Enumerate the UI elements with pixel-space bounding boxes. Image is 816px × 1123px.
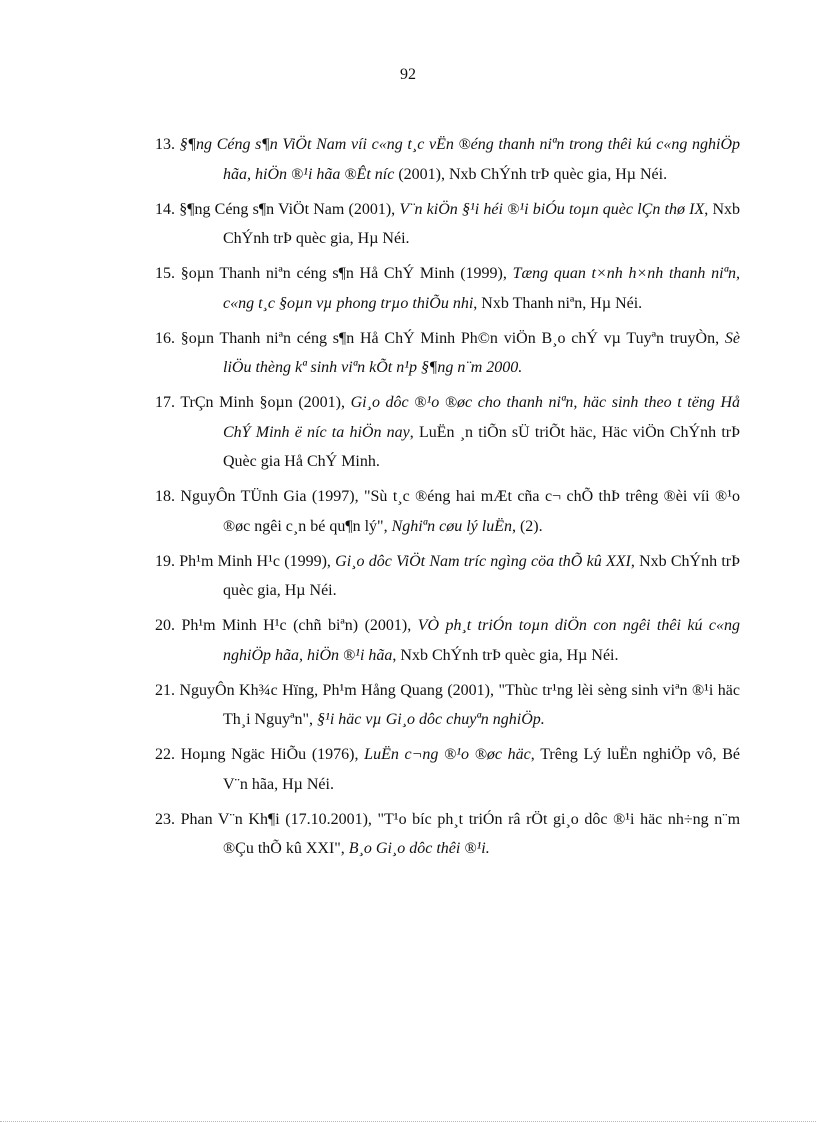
reference-item	[155, 388, 740, 477]
reference-text: Hoµng Ngäc HiÕu (1976),	[180, 746, 365, 763]
reference-text: , Nxb ChÝnh trÞ quèc gia, Hµ Néi.	[223, 552, 741, 599]
reference-number: 23.	[155, 810, 175, 828]
reference-text: (2001), Nxb ChÝnh trÞ quèc gia, Hµ Néi.	[394, 165, 668, 183]
reference-item	[155, 611, 740, 670]
reference-text: , Nxb ChÝnh trÞ quèc gia, Hµ Néi.	[223, 200, 741, 247]
reference-number: 22.	[155, 746, 175, 763]
reference-title: Gi¸o dôc ®¹o ®øc cho thanh niªn, häc sinh theo t tëng Hå ChÝ Minh ë níc ta hiÖn nay	[223, 394, 741, 441]
reference-text: §oµn Thanh niªn céng s¶n Hå ChÝ Minh Ph©n viÖn B¸o chÝ vµ Tuyªn truyÒn,	[180, 329, 725, 347]
reference-title: V¨n kiÖn §¹i héi ®¹i biÓu toµn quèc lÇn thø IX	[399, 200, 705, 218]
reference-item	[155, 547, 740, 606]
reference-text: Phan V¨n Kh¶i (17.10.2001), "T¹o bíc ph¸t triÓn râ rÖt gi¸o dôc ®¹i häc nh÷ng n¨m ®Çu thÕ kû XXI",	[180, 810, 741, 857]
reference-number: 13.	[155, 136, 175, 153]
reference-title: LuËn c¬ng ®¹o ®øc häc	[364, 746, 531, 763]
reference-text: Ph¹m Minh H¹c (chñ biªn) (2001),	[181, 617, 418, 634]
reference-text: §¶ng Céng s¶n ViÖt Nam (2001),	[179, 200, 400, 218]
reference-text: , Nxb ChÝnh trÞ quèc gia, Hµ Néi.	[392, 646, 619, 664]
page-bottom-divider	[0, 1121, 816, 1122]
reference-item	[155, 676, 740, 735]
reference-item	[155, 740, 740, 799]
reference-text: §oµn Thanh niªn céng s¶n Hå ChÝ Minh (1999),	[180, 265, 513, 282]
reference-number: 19.	[155, 552, 175, 570]
reference-text: , (2).	[511, 517, 543, 535]
reference-number: 17.	[155, 394, 175, 411]
reference-title: §¹i häc vµ Gi¸o dôc chuyªn nghiÖp.	[317, 711, 545, 728]
reference-item	[155, 130, 740, 189]
reference-number: 21.	[155, 681, 175, 699]
reference-number: 16.	[155, 329, 175, 347]
reference-title: VÒ ph¸t triÓn toµn diÖn con ngêi thêi kú c«ng nghiÖp hãa, hiÖn ®¹i hãa	[223, 617, 741, 664]
reference-item	[155, 195, 740, 254]
reference-text: NguyÔn TÜnh Gia (1997), "Sù t¸c ®éng hai mÆt cña c¬ chÕ thÞ trêng ®èi víi ®¹o ®øc ngêi c¸n bé qu¶n lý",	[180, 488, 740, 535]
reference-list	[155, 130, 740, 869]
reference-title: Gi¸o dôc ViÖt Nam tríc ngìng cöa thÕ kû XXI	[335, 552, 631, 570]
reference-text: NguyÔn Kh¾c Hïng, Ph¹m Hång Quang (2001), "Thùc tr¹ng lèi sèng sinh viªn ®¹i häc Th¸i Nguyªn",	[179, 681, 740, 728]
reference-text: TrÇn Minh §oµn (2001),	[180, 394, 351, 411]
reference-text: , Nxb Thanh niªn, Hµ Néi.	[473, 294, 643, 312]
reference-item	[155, 259, 740, 318]
reference-item	[155, 324, 740, 383]
reference-text: , LuËn ¸n tiÕn sÜ triÕt häc, Häc viÖn ChÝnh trÞ Quèc gia Hå ChÝ Minh.	[223, 423, 740, 470]
reference-item	[155, 482, 740, 541]
reference-text: , Trêng Lý luËn nghiÖp vô, Bé V¨n hãa, Hµ Néi.	[223, 746, 741, 793]
reference-text: Ph¹m Minh H¹c (1999),	[179, 552, 336, 570]
reference-item	[155, 805, 740, 864]
reference-number: 15.	[155, 265, 175, 282]
reference-title: Tæng quan t×nh h×nh thanh niªn, c«ng t¸c §oµn vµ phong trµo thiÕu nhi	[223, 265, 740, 312]
page-number: 92	[400, 66, 416, 83]
reference-title: Nghiªn cøu lý luËn	[391, 517, 512, 535]
reference-title: Sè liÖu thèng kª sinh viªn kÕt n¹p §¶ng n¨m 2000.	[223, 329, 740, 376]
reference-title: B¸o Gi¸o dôc thêi ®¹i.	[348, 840, 490, 857]
reference-title: §¶ng Céng s¶n ViÖt Nam víi c«ng t¸c vËn ®éng thanh niªn trong thêi kú c«ng nghiÖp hãa, hiÖn ®¹i hãa ®Êt níc	[179, 136, 741, 183]
reference-number: 20.	[155, 617, 175, 634]
reference-number: 18.	[155, 488, 175, 505]
reference-number: 14.	[155, 200, 175, 218]
